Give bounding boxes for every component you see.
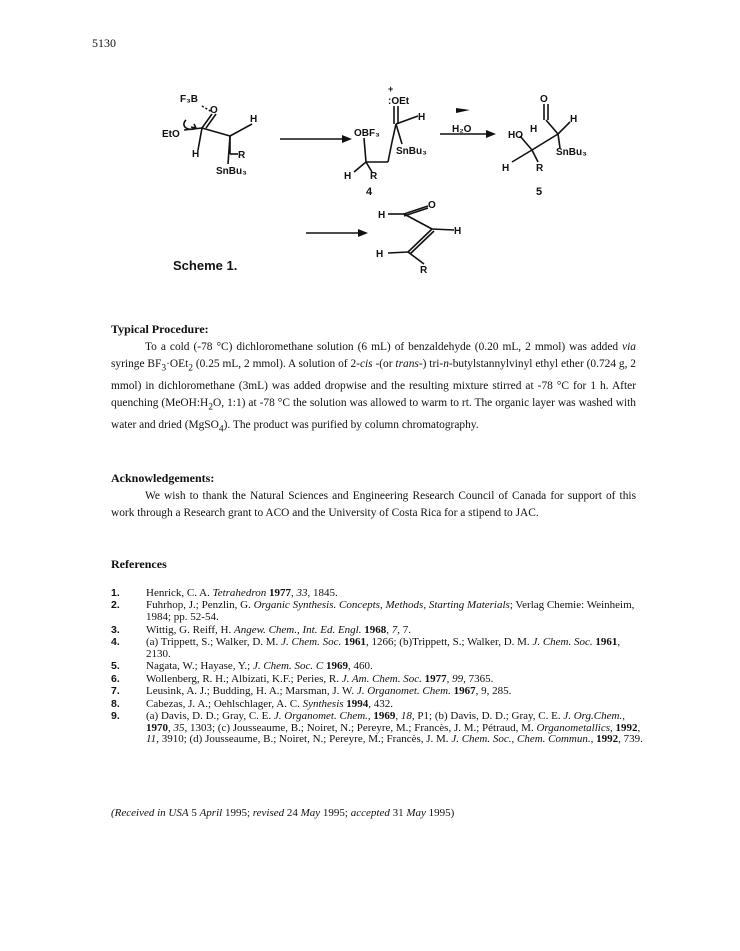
references-list	[111, 588, 646, 747]
reference-text: (a) Trippett, S.; Walker, D. M. J. Chem. Soc. 1961, 1266; (b)Trippett, S.; Walker, D. M. J. Chem. Soc. 1961, 2130.	[146, 636, 621, 660]
page-number: 5130	[92, 36, 116, 50]
typical-procedure-heading: Typical Procedure:	[111, 322, 209, 336]
reference-text: Nagata, W.; Hayase, Y.; J. Chem. Soc. C 1969, 460.	[146, 660, 373, 673]
h2o-label: H₂O	[452, 124, 472, 135]
reference-item	[111, 699, 646, 711]
reference-number: 8.	[111, 697, 120, 710]
reference-number: 9.	[111, 710, 120, 723]
h-label: H	[376, 249, 384, 260]
reference-item	[111, 625, 646, 637]
snbu3-label: SnBu₃	[216, 166, 247, 177]
reference-item	[111, 637, 646, 660]
oxygen-label: O	[540, 94, 548, 105]
h-label: H	[454, 226, 462, 237]
reference-text: Wittig, G. Reiff, H. Angew. Chem., Int. Ed. Engl. 1968, 7, 7.	[146, 623, 411, 636]
eto-label: EtO	[162, 129, 180, 140]
h-label: H	[192, 149, 200, 160]
reference-number: 3.	[111, 623, 120, 636]
r-label: R	[370, 171, 378, 182]
acknowledgements-heading: Acknowledgements:	[111, 471, 215, 485]
obf3-label: OBF₃	[354, 128, 380, 139]
reference-number: 5.	[111, 660, 120, 673]
r-label: R	[536, 163, 544, 174]
oxygen-label: O	[428, 200, 436, 211]
compound-5-label: 5	[536, 186, 543, 198]
reference-text: (a) Davis, D. D.; Gray, C. E. J. Organomet. Chem., 1969, 18, P1; (b) Davis, D. D.; Gray, C. E. J. Org.Chem., 1970, 35, 1303; (c) Jousseaume, B.; Noiret, N.; Pereyre, M.; Francès, J. M.; Pétraud, M. Organometallics, 1992, 11, 3910; (d) Jousseaume, B.; Noiret, N.; Pereyre, M.; Francès, J. M. J. Chem. Soc., Chem. Commun., 1992, 739.	[146, 710, 643, 746]
reference-number: 6.	[111, 672, 120, 685]
reference-text: Leusink, A. J.; Budding, H. A.; Marsman, J. W. J. Organomet. Chem. 1967, 9, 285.	[146, 685, 512, 698]
reference-number: 7.	[111, 685, 120, 698]
reference-item	[111, 711, 646, 746]
oet-label: :OEt	[388, 96, 410, 107]
reference-number: 4.	[111, 636, 120, 649]
acknowledgements-text: We wish to thank the Natural Sciences and Engineering Research Council of Canada for support of this work through a Research grant to ACO and the University of Costa Rica for a stipend to JAC.	[111, 490, 636, 520]
r-label: R	[420, 265, 428, 276]
h-label: H	[502, 163, 510, 174]
h-label: H	[418, 112, 426, 123]
reaction-scheme	[140, 82, 600, 282]
scheme-caption: Scheme 1.	[173, 258, 238, 273]
reference-number: 1.	[111, 587, 120, 599]
r-label: R	[238, 150, 246, 161]
plus-label: +	[388, 84, 394, 94]
snbu3-label: SnBu₃	[556, 147, 587, 158]
h-label: H	[344, 171, 352, 182]
typical-procedure-text: To a cold (-78 °C) dichloromethane solution (6 mL) of benzaldehyde (0.20 mL, 2 mmol) was added via syringe $BF_3\cdot OEt_2$ (0.25 mL, 2 mmol). A solution of 2-cis -(or trans-) tri-n-butylstannylvinyl ethyl ether (0.724 g, 2 mmol) in dichloromethane (3mL) was added dropwise and the resulting mixture stirred at -78 °C for 1 h. After quenching ($MeOH:H_2O$, 1:1) at -78 °C the solution was allowed to warm to rt. The organic layer was washed with water and dried (MgSO$_4$). The product was purified by column chromatography.	[111, 341, 637, 435]
reference-text: Wollenberg, R. H.; Albizati, K.F.; Peries, R. J. Am. Chem. Soc. 1977, 99, 7365.	[146, 672, 494, 685]
reference-number: 2.	[111, 599, 120, 612]
reference-item	[111, 661, 646, 673]
references-heading: References	[111, 557, 167, 571]
snbu3-label: SnBu₃	[396, 146, 427, 157]
reference-text: Fuhrhop, J.; Penzlin, G. Organic Synthesis. Concepts, Methods, Starting Materials; Verlag Chemie: Weinheim, 1984; pp. 52-54.	[146, 599, 635, 624]
h-label: H	[570, 114, 578, 125]
reference-item	[111, 600, 646, 623]
received-dates: (Received in USA 5 April 1995; revised 24 May 1995; accepted 31 May 1995)	[111, 807, 455, 819]
reference-item	[111, 686, 646, 698]
h-label: H	[530, 124, 538, 135]
f3b-label: F₃B	[180, 94, 198, 105]
compound-4-label: 4	[366, 186, 373, 198]
reference-item	[111, 588, 646, 600]
reference-item	[111, 674, 646, 686]
reference-text: Henrick, C. A. Tetrahedron 1977, 33, 1845.	[146, 587, 338, 599]
ho-label: HO	[508, 130, 523, 141]
oxygen-label: O	[210, 105, 218, 116]
h-label: H	[378, 210, 386, 221]
reference-text: Cabezas, J. A.; Oehlschlager, A. C. Synthesis 1994, 432.	[146, 697, 394, 710]
h-label: H	[250, 114, 258, 125]
